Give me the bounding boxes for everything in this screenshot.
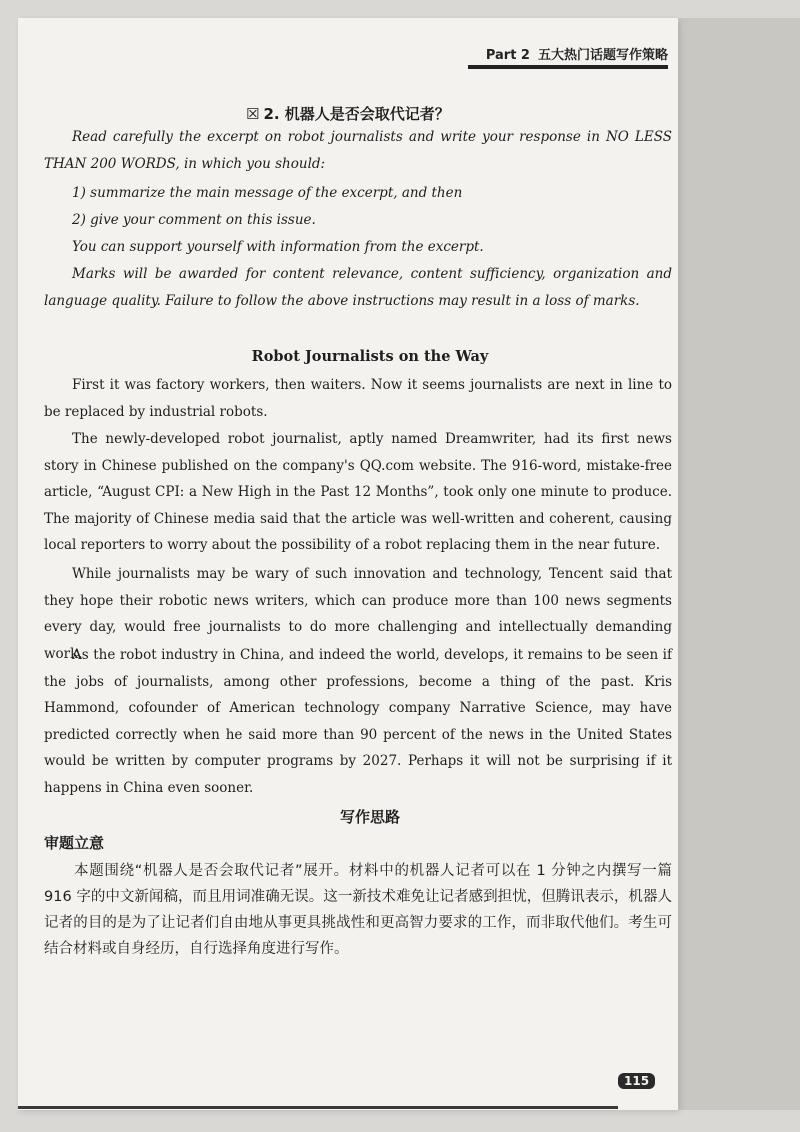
writing-ideas-body: 本题围绕“机器人是否会取代记者”展开。材料中的机器人记者可以在 1 分钟之内撰写一篇 916 字的中文新闻稿，而且用词准确无误。这一新技术难免让记者感到担忧，但腾讯表示，机器人记者的目的是为了让记者们自由地从事更具挑战性和更高智力要求的工作，而非取代他们。考生可结合材料或自身经历，自行选择角度进行写作。: [44, 863, 672, 957]
instruction-marks: Marks will be awarded for content relevance, content sufficiency, organization and language quality. Failure to follow the above instructions may result in a loss of marks.: [44, 266, 672, 309]
instruction-support: You can support yourself with information from the excerpt.: [72, 239, 484, 255]
facing-page-edge: [678, 18, 800, 1110]
footer-rule: [18, 1106, 618, 1109]
instruction-item-2: 2) give your comment on this issue.: [72, 212, 316, 228]
header-title: 五大热门话题写作策略: [537, 48, 668, 63]
article-paragraph: As the robot industry in China, and indeed the world, develops, it remains to be seen if the jobs of journalists, among other professions, become a thing of the past. Kris Hammond, cofounder of American technology company Narrative Science, may have predicted correctly when he said more than 90 percent of the news in the United States would be written by computer programs by 2027. Perhaps it will not be surprising if it happens in China even sooner.: [44, 647, 672, 796]
article-paragraph: The newly-developed robot journalist, aptly named Dreamwriter, had its first news story in Chinese published on the company's QQ.com website. The 916-word, mistake-free article, “August CPI: a New High in the Past 12 Months”, took only one minute to produce. The majority of Chinese media said that the article was well-written and coherent, causing local reporters to worry about the possibility of a robot replacing them in the near future.: [44, 431, 672, 553]
article-paragraph: While journalists may be wary of such innovation and technology, Tencent said that they hope their robotic news writers, which can produce more than 100 news segments every day, would free journalists to do more challenging and intellectually demanding work.: [44, 566, 672, 662]
running-header: [470, 44, 668, 63]
instruction-item-1: 1) summarize the main message of the excerpt, and then: [72, 185, 463, 201]
header-part: Part 2: [485, 48, 530, 63]
question-title-text: 2. 机器人是否会取代记者？: [263, 105, 450, 123]
header-rule: [468, 65, 668, 69]
question-title: [246, 103, 450, 124]
instruction-intro: Read carefully the excerpt on robot journalists and write your response in NO LESS THAN 200 WORDS, in which you should:: [44, 129, 672, 172]
page-number: 115: [618, 1073, 655, 1089]
writing-ideas-title: 写作思路: [339, 808, 400, 826]
writing-ideas-subheading: 审题立意: [44, 834, 105, 852]
question-icon: ☒: [246, 105, 260, 123]
article-paragraph: First it was factory workers, then waiters. Now it seems journalists are next in line to be replaced by industrial robots.: [44, 377, 672, 420]
article-title: Robot Journalists on the Way: [251, 348, 489, 365]
